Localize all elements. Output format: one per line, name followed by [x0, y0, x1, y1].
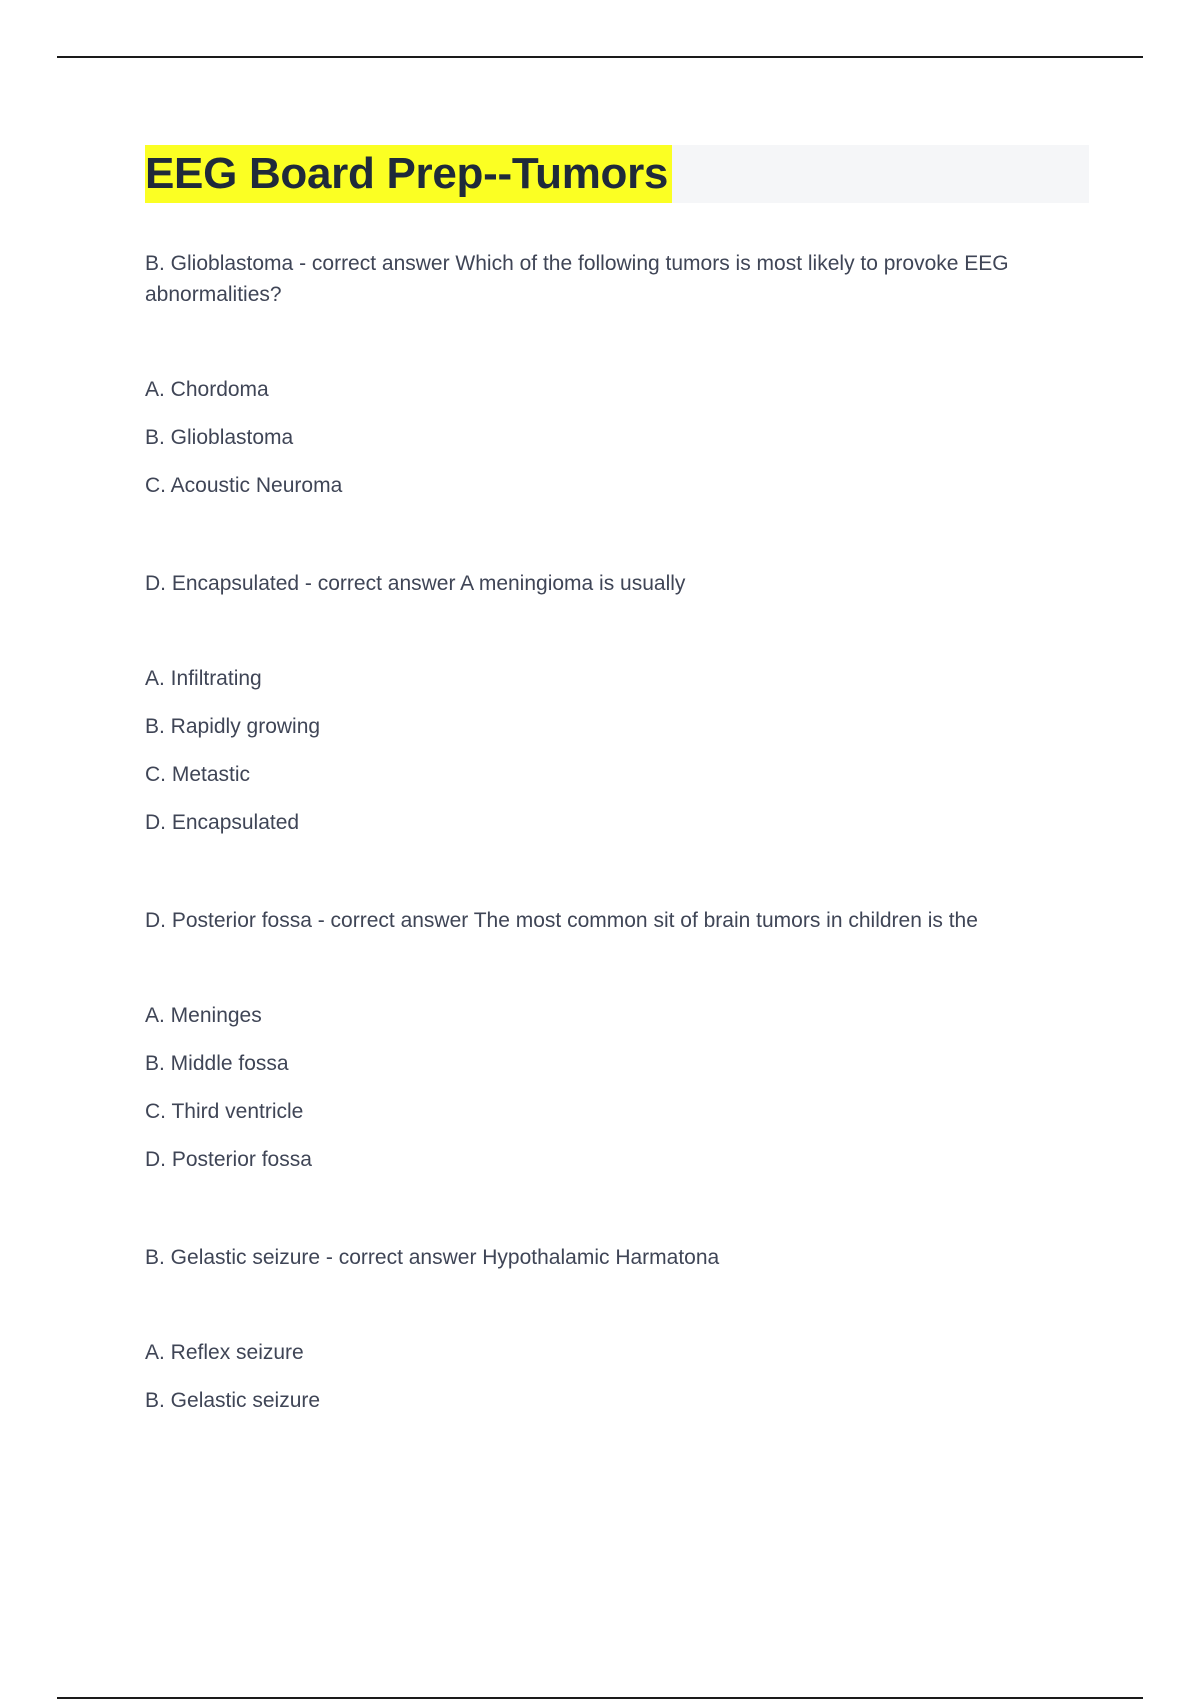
- question-prompt: B. Glioblastoma - correct answer Which of the following tumors is most likely to provoke EEG abnormalities?: [145, 252, 1009, 306]
- question-block: [145, 248, 1080, 501]
- answer-option: A. Infiltrating: [145, 667, 262, 690]
- answer-option: B. Rapidly growing: [145, 715, 321, 738]
- answer-option: A. Meninges: [145, 1004, 262, 1027]
- document-body: [145, 248, 1080, 1433]
- header-rule: [57, 56, 1143, 58]
- title-bar: [145, 145, 1089, 203]
- answer-option: C. Third ventricle: [145, 1100, 304, 1123]
- question-prompt: B. Gelastic seizure - correct answer Hypothalamic Harmatona: [145, 1246, 720, 1269]
- question-block: [145, 1242, 1080, 1416]
- answer-option: B. Middle fossa: [145, 1052, 289, 1075]
- answer-option: A. Reflex seizure: [145, 1341, 304, 1364]
- answer-option: D. Encapsulated: [145, 811, 300, 834]
- section-gap: [145, 1192, 1080, 1242]
- answer-option: B. Glioblastoma: [145, 426, 294, 449]
- answer-option: D. Posterior fossa: [145, 1148, 312, 1171]
- question-prompt: D. Encapsulated - correct answer A meningioma is usually: [145, 572, 686, 595]
- question-block: [145, 568, 1080, 838]
- answer-option: B. Gelastic seizure: [145, 1389, 321, 1412]
- question-block: [145, 905, 1080, 1175]
- section-gap: [145, 518, 1080, 568]
- question-prompt: D. Posterior fossa - correct answer The most common sit of brain tumors in children is the: [145, 909, 978, 932]
- answer-option: C. Acoustic Neuroma: [145, 474, 343, 497]
- section-gap: [145, 855, 1080, 905]
- answer-option: A. Chordoma: [145, 378, 269, 401]
- answer-option: C. Metastic: [145, 763, 251, 786]
- document-title: EEG Board Prep--Tumors: [145, 145, 672, 203]
- footer-rule: [57, 1697, 1143, 1699]
